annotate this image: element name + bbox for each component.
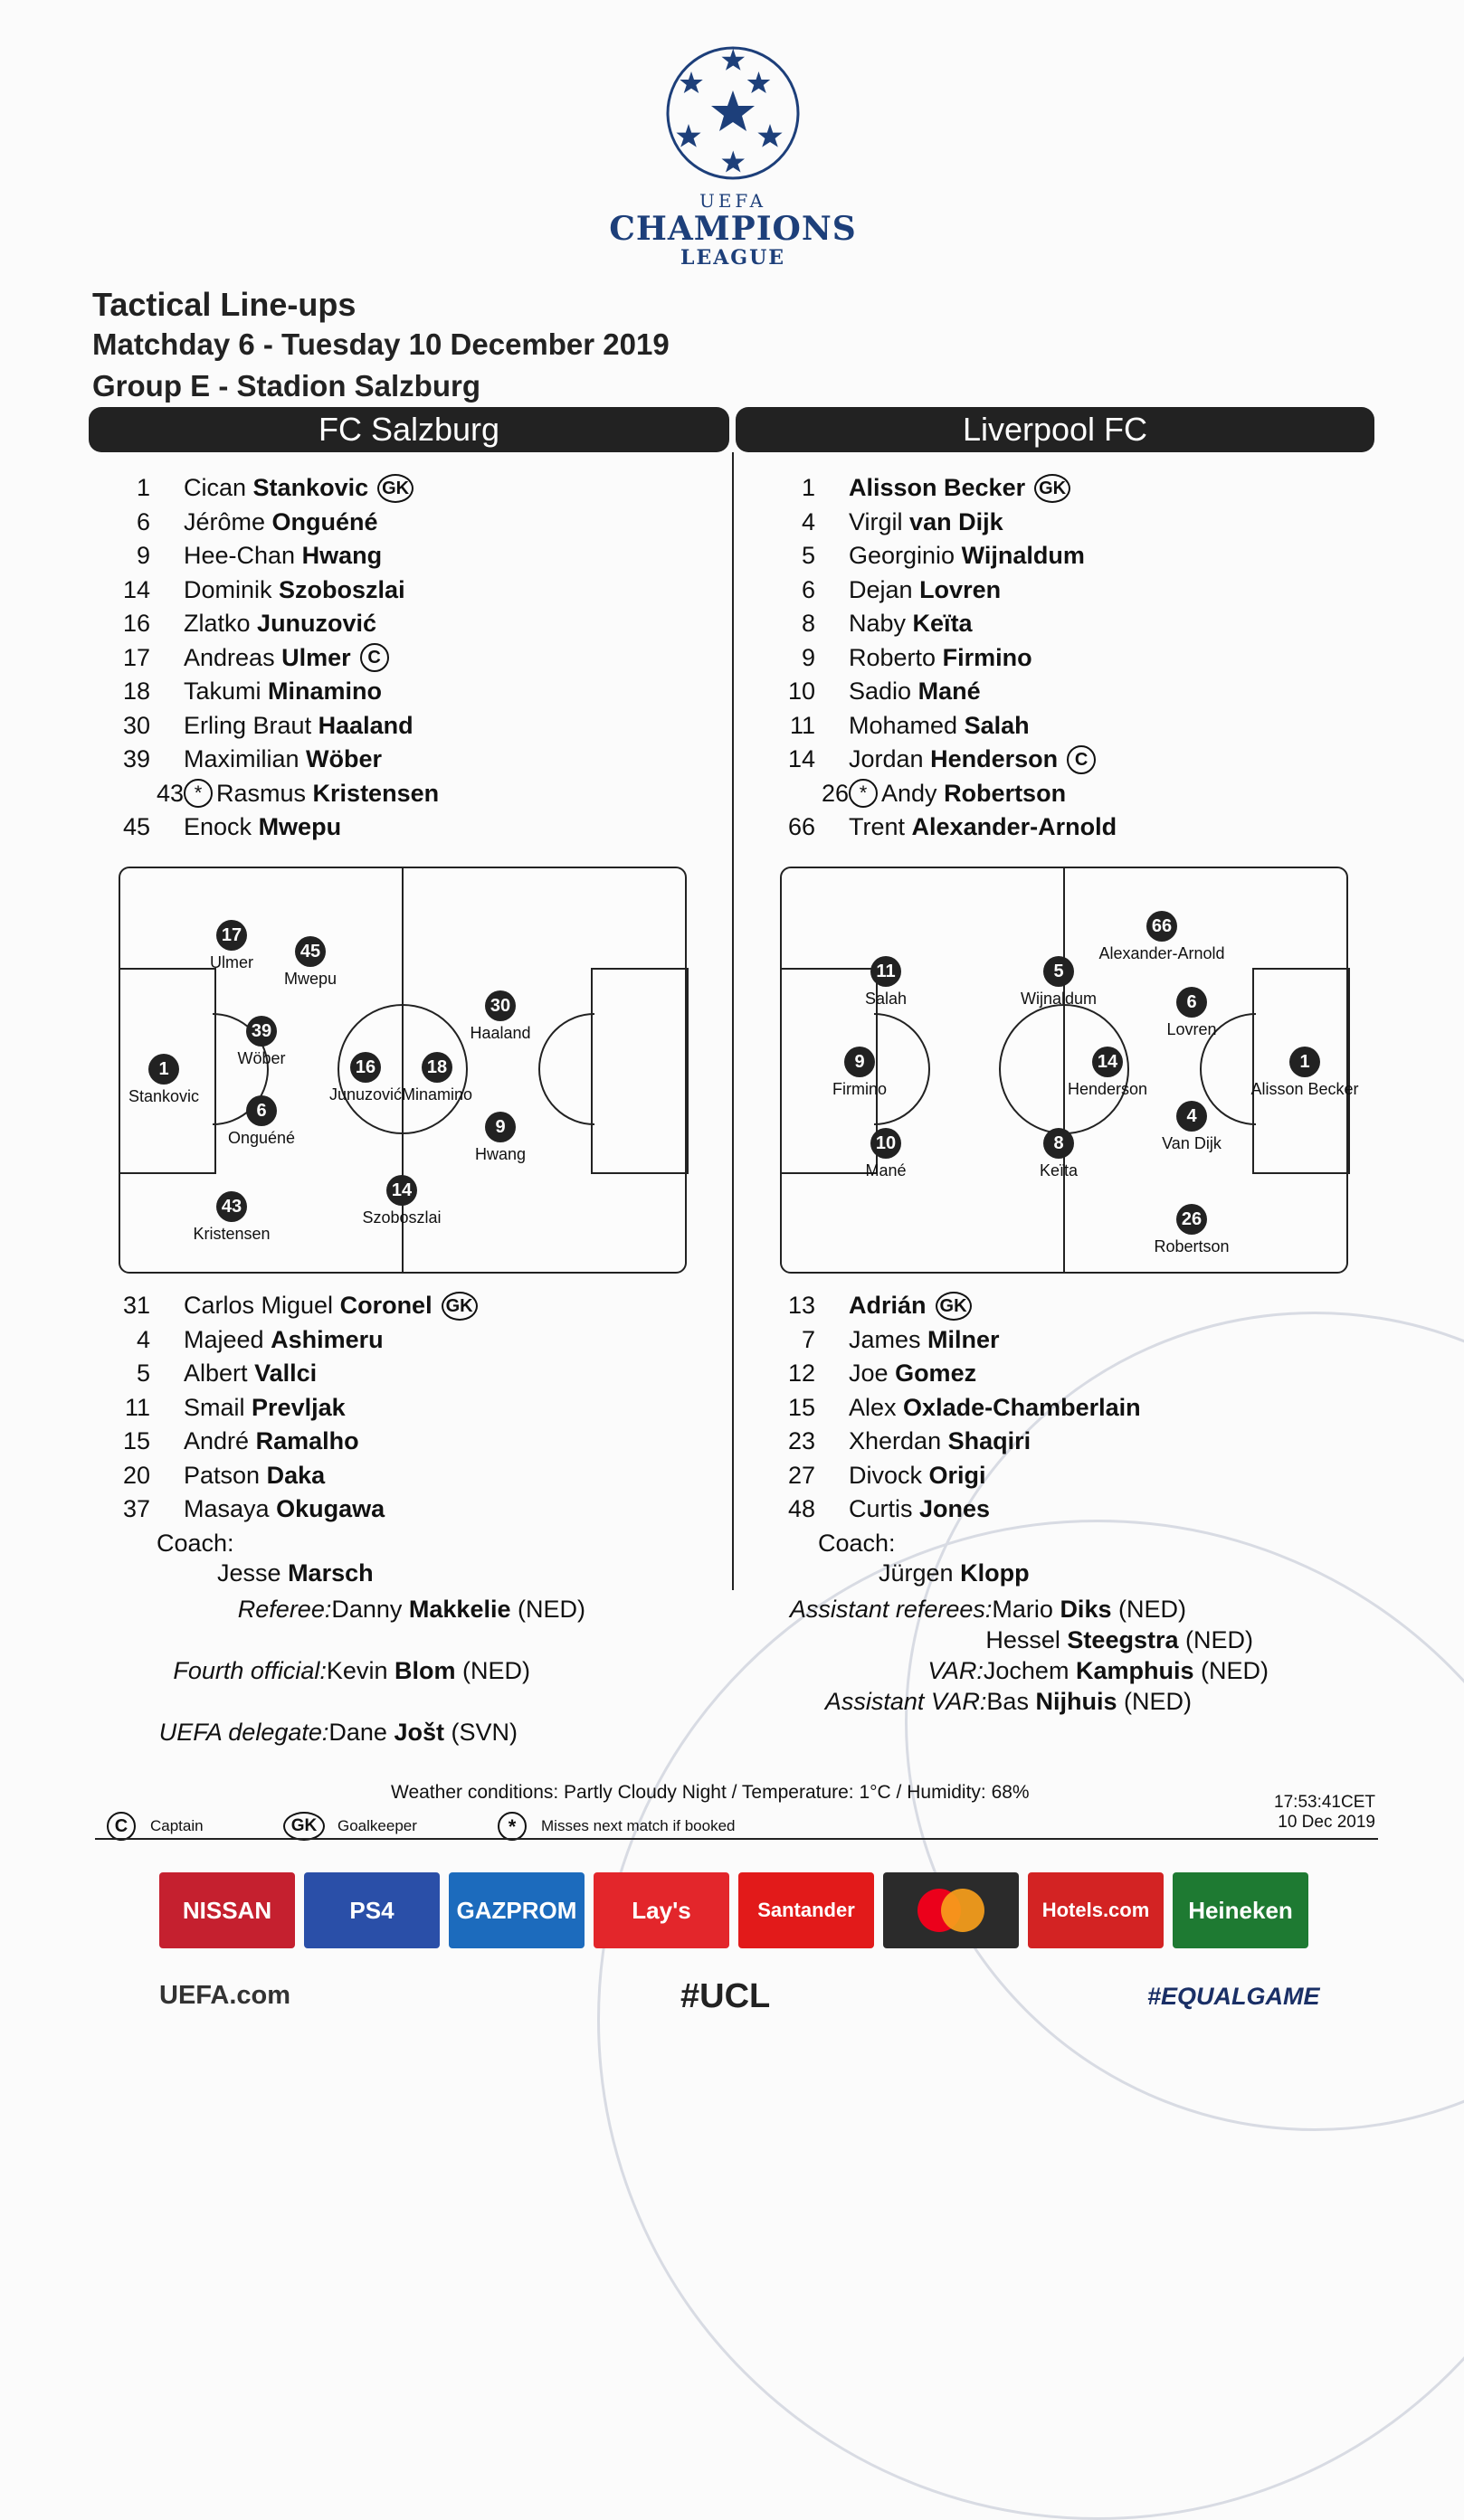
sponsor-logo: NISSAN — [159, 1872, 295, 1948]
player-name — [184, 745, 382, 773]
shirt-number: 27 — [787, 1461, 815, 1489]
home-starters-row — [95, 641, 439, 676]
away-starters-row — [760, 777, 1117, 811]
player-name — [184, 1495, 385, 1523]
player-last-name: Alexander-Arnold — [911, 813, 1117, 841]
player-name — [849, 1292, 927, 1320]
pitch-player-label: Salah — [864, 990, 908, 1008]
away-coach-label: Coach: — [818, 1530, 896, 1557]
player-name — [849, 745, 1058, 773]
player-first-name: Carlos Miguel — [184, 1292, 334, 1320]
away-subs-row — [760, 1492, 1141, 1527]
shirt-number: 17 — [122, 643, 150, 671]
pitch-player-label: Ulmer — [210, 953, 253, 971]
player-name — [849, 610, 973, 638]
logo-league: LEAGUE — [680, 246, 786, 270]
pitch-player-label: Onguéné — [227, 1129, 296, 1147]
player-last-name: Hwang — [301, 542, 383, 570]
player-name — [849, 542, 1085, 570]
away-subs-row — [760, 1391, 1141, 1426]
home-starters-row — [95, 709, 439, 744]
pitch-player-label: Lovren — [1166, 1020, 1217, 1038]
pitch-player-label: Stankovic — [128, 1087, 200, 1105]
pitch-player-label: Wöber — [237, 1049, 286, 1067]
player-last-name: Ashimeru — [271, 1325, 384, 1353]
away-coach-name: Jürgen Klopp — [879, 1559, 1030, 1587]
pitch-player-number: 30 — [485, 990, 516, 1021]
pitch-player-number: 1 — [1289, 1047, 1320, 1077]
player-last-name: Junuzović — [257, 610, 377, 638]
sponsor-logo: PS4 — [304, 1872, 440, 1948]
player-first-name: Jordan — [849, 745, 924, 773]
player-name — [849, 677, 981, 706]
player-first-name: Takumi — [184, 677, 261, 706]
shirt-number: 23 — [787, 1427, 815, 1455]
sponsor-logo: Lay's — [594, 1872, 729, 1948]
away-starters-row — [760, 675, 1117, 709]
player-name — [849, 644, 1032, 672]
away-formation-pitch — [780, 867, 1359, 1274]
home-starters-row — [95, 471, 439, 506]
shirt-number: 18 — [122, 677, 150, 706]
pitch-player-number: 16 — [350, 1052, 381, 1083]
player-first-name: Virgil — [849, 507, 903, 535]
home-subs-row — [95, 1425, 478, 1459]
player-first-name: Divock — [849, 1461, 923, 1489]
legend-suspension: * Misses next match if booked — [498, 1812, 735, 1841]
player-last-name: Alisson Becker — [849, 474, 1026, 502]
shirt-number: 5 — [136, 1359, 150, 1388]
sponsor-logo: Heineken — [1173, 1872, 1308, 1948]
player-last-name: Ulmer — [281, 643, 351, 671]
player-name — [184, 644, 351, 672]
player-last-name: Gomez — [895, 1359, 977, 1388]
player-last-name: Mané — [917, 677, 981, 706]
hashtag-ucl: #UCL — [680, 1977, 771, 2015]
player-first-name: Jérôme — [184, 507, 266, 535]
player-last-name: Coronel — [339, 1292, 433, 1320]
player-last-name: Daka — [266, 1461, 326, 1489]
uefa-delegate: UEFA delegate:Dane Jošt (SVN) — [158, 1719, 518, 1746]
player-first-name: Roberto — [849, 643, 936, 671]
shirt-number: 30 — [122, 711, 150, 739]
shirt-number: 43 — [156, 779, 184, 807]
pitch-player-label: Mané — [865, 1161, 907, 1179]
legend-goalkeeper: GK Goalkeeper — [283, 1812, 417, 1841]
player-name — [184, 542, 382, 570]
player-first-name: Andreas — [184, 643, 275, 671]
player-first-name: Trent — [849, 813, 906, 841]
home-team-bar: FC Salzburg — [89, 407, 729, 452]
sponsor-logo: Hotels.com — [1028, 1872, 1164, 1948]
player-last-name: Prevljak — [252, 1393, 346, 1421]
away-subs-row — [760, 1357, 1141, 1391]
player-first-name: Joe — [849, 1359, 889, 1388]
weather-conditions: Weather conditions: Partly Cloudy Night / Temperature: 1°C / Humidity: 68% — [391, 1782, 1030, 1803]
shirt-number: 13 — [787, 1292, 815, 1320]
away-starters-row — [760, 539, 1117, 573]
fourth-official: Fourth official:Kevin Blom (NED) — [173, 1657, 530, 1684]
shirt-number: 5 — [801, 542, 815, 570]
player-name — [184, 712, 414, 740]
sponsor-logo: GAZPROM — [449, 1872, 585, 1948]
player-last-name: Szoboszlai — [279, 575, 405, 603]
pitch-player-label: Robertson — [1154, 1237, 1230, 1255]
player-first-name: Smail — [184, 1393, 245, 1421]
captain-badge-icon: C — [107, 1812, 136, 1841]
player-last-name: Minamino — [268, 677, 383, 706]
player-name — [849, 1394, 1141, 1422]
pitch-player-label: Mwepu — [283, 970, 337, 988]
player-first-name: James — [849, 1325, 921, 1353]
player-first-name: Georginio — [849, 542, 955, 570]
away-starters-row — [760, 506, 1117, 540]
player-last-name: Salah — [964, 711, 1030, 739]
player-first-name: Curtis — [849, 1495, 913, 1523]
away-subs-row — [760, 1425, 1141, 1459]
away-starters-row — [760, 641, 1117, 676]
hashtag-equal-game: #EQUALGAME — [1147, 1983, 1320, 2010]
pitch-player-label: Alexander-Arnold — [1098, 944, 1225, 962]
pitch-player-number: 14 — [386, 1175, 417, 1206]
pitch-player-label: Van Dijk — [1162, 1134, 1222, 1152]
shirt-number: 11 — [789, 711, 815, 739]
away-starters-row — [760, 607, 1117, 641]
shirt-number: 11 — [124, 1393, 150, 1421]
goalkeeper-badge-icon: GK — [1034, 474, 1070, 503]
player-name — [216, 780, 439, 808]
player-first-name: Enock — [184, 813, 252, 841]
away-starters-row — [760, 810, 1117, 845]
player-first-name: Andy — [881, 779, 937, 807]
home-coach-label: Coach: — [157, 1530, 234, 1557]
shirt-number: 14 — [122, 575, 150, 603]
player-name — [849, 576, 1001, 604]
pitch-player-label: Firmino — [832, 1080, 887, 1098]
shirt-number: 39 — [122, 745, 150, 773]
home-substitutes-list — [95, 1289, 478, 1527]
captain-badge-icon: C — [360, 643, 389, 672]
booking-warning-icon: * — [184, 779, 213, 808]
player-name — [184, 1359, 317, 1388]
referee: Referee:Danny Makkelie (NED) — [237, 1596, 585, 1623]
player-name — [184, 1462, 325, 1490]
player-name — [184, 508, 378, 536]
player-last-name: Oxlade-Chamberlain — [903, 1393, 1141, 1421]
pitch-player-number: 14 — [1092, 1047, 1123, 1077]
captain-badge-icon: C — [1067, 745, 1096, 774]
player-name — [184, 1326, 384, 1354]
away-subs-row — [760, 1289, 1141, 1323]
player-first-name: Naby — [849, 610, 907, 638]
booking-warning-icon: * — [849, 779, 878, 808]
player-last-name: Mwepu — [258, 813, 342, 841]
logo-uefa: UEFA — [699, 190, 767, 212]
player-last-name: Keïta — [912, 610, 973, 638]
player-name — [184, 610, 376, 638]
pitch-player-number: 9 — [844, 1047, 875, 1077]
player-last-name: Firmino — [942, 643, 1032, 671]
shirt-number: 45 — [122, 813, 150, 841]
player-last-name: Shaqiri — [947, 1427, 1031, 1455]
player-first-name: Sadio — [849, 677, 912, 706]
shirt-number: 37 — [122, 1495, 150, 1523]
pitch-player-label: Hwang — [474, 1145, 527, 1163]
goalkeeper-badge-icon: GK — [283, 1812, 325, 1841]
assistant-referee-2: Hessel Steegstra (NED) — [985, 1626, 1253, 1653]
pitch-player-number: 6 — [246, 1095, 277, 1126]
assistant-referee-1: Assistant referees:Mario Diks (NED) — [789, 1596, 1186, 1623]
page-title: Tactical Line-ups — [92, 286, 356, 323]
booking-warning-icon: * — [498, 1812, 527, 1841]
logo-champions: CHAMPIONS — [609, 210, 857, 248]
pitch-player-number: 43 — [216, 1191, 247, 1222]
matchday-line: Matchday 6 - Tuesday 10 December 2019 — [92, 327, 670, 361]
shirt-number: 6 — [801, 575, 815, 603]
home-subs-row — [95, 1391, 478, 1426]
pitch-player-label: Kristensen — [193, 1225, 271, 1243]
shirt-number: 15 — [787, 1393, 815, 1421]
player-last-name: Milner — [927, 1325, 1000, 1353]
player-last-name: Origi — [928, 1461, 986, 1489]
player-last-name: Onguéné — [271, 507, 378, 535]
sponsor-logo: Santander — [738, 1872, 874, 1948]
pitch-player-number: 6 — [1176, 987, 1207, 1018]
player-name — [184, 1427, 359, 1455]
player-last-name: Ramalho — [255, 1427, 359, 1455]
home-starters-list — [95, 471, 439, 845]
player-name — [849, 1359, 976, 1388]
home-subs-row — [95, 1357, 478, 1391]
footer-rule — [95, 1838, 1378, 1840]
player-last-name: Jones — [919, 1495, 991, 1523]
away-subs-row — [760, 1459, 1141, 1493]
shirt-number: 48 — [787, 1495, 815, 1523]
pitch-player-label: Haaland — [470, 1024, 531, 1042]
pitch-player-number: 8 — [1043, 1128, 1074, 1159]
player-first-name: Dejan — [849, 575, 913, 603]
pitch-player-number: 4 — [1176, 1101, 1207, 1132]
goalkeeper-badge-icon: GK — [377, 474, 414, 503]
away-substitutes-list — [760, 1289, 1141, 1527]
player-name — [184, 1292, 433, 1320]
team-divider — [732, 452, 734, 1590]
away-team-bar: Liverpool FC — [736, 407, 1374, 452]
player-first-name: Erling Braut — [184, 711, 312, 739]
player-name — [184, 576, 405, 604]
home-starters-row — [95, 539, 439, 573]
player-name — [184, 813, 341, 841]
player-last-name: Adrián — [849, 1292, 927, 1320]
shirt-number: 15 — [122, 1427, 150, 1455]
shirt-number: 14 — [787, 745, 815, 773]
champions-league-wordmark — [579, 190, 887, 270]
player-first-name: Cican — [184, 474, 247, 502]
home-starters-row — [95, 506, 439, 540]
pitch-player-number: 10 — [870, 1128, 901, 1159]
champions-league-starball-icon — [665, 45, 801, 181]
player-name — [849, 813, 1117, 841]
home-coach-name: Jesse Marsch — [217, 1559, 374, 1587]
shirt-number: 9 — [136, 542, 150, 570]
pitch-player-label: Junuzović — [328, 1085, 403, 1104]
player-first-name: Xherdan — [849, 1427, 942, 1455]
player-name — [849, 1326, 1000, 1354]
player-last-name: Wijnaldum — [961, 542, 1085, 570]
shirt-number: 20 — [122, 1461, 150, 1489]
goalkeeper-badge-icon: GK — [442, 1292, 478, 1321]
home-subs-row — [95, 1289, 478, 1323]
away-starters-row — [760, 709, 1117, 744]
home-starters-row — [95, 777, 439, 811]
timestamp — [1274, 1793, 1375, 1833]
player-first-name: Maximilian — [184, 745, 299, 773]
pitch-player-number: 9 — [485, 1112, 516, 1142]
home-subs-row — [95, 1492, 478, 1527]
player-first-name: Majeed — [184, 1325, 264, 1353]
player-first-name: Albert — [184, 1359, 248, 1388]
player-last-name: Kristensen — [312, 779, 440, 807]
pitch-player-label: Wijnaldum — [1020, 990, 1098, 1008]
pitch-player-label: Keïta — [1039, 1161, 1079, 1179]
shirt-number: 66 — [787, 813, 815, 841]
player-first-name: André — [184, 1427, 250, 1455]
shirt-number: 16 — [122, 610, 150, 638]
player-first-name: Hee-Chan — [184, 542, 296, 570]
player-name — [849, 1427, 1031, 1455]
pitch-player-number: 45 — [295, 936, 326, 967]
home-starters-row — [95, 573, 439, 608]
player-first-name: Mohamed — [849, 711, 958, 739]
player-name — [184, 1394, 346, 1422]
pitch-player-label: Szoboszlai — [362, 1208, 442, 1227]
player-last-name: Robertson — [944, 779, 1067, 807]
away-subs-row — [760, 1323, 1141, 1358]
away-starters-list — [760, 471, 1117, 845]
pitch-player-label: Henderson — [1067, 1080, 1148, 1098]
home-starters-row — [95, 675, 439, 709]
pitch-player-number: 17 — [216, 920, 247, 951]
timestamp-time: 17:53:41CET — [1274, 1793, 1375, 1812]
pitch-player-label: Alisson Becker — [1250, 1080, 1359, 1098]
shirt-number: 1 — [801, 474, 815, 502]
home-starters-row — [95, 810, 439, 845]
player-last-name: Henderson — [930, 745, 1059, 773]
player-first-name: Rasmus — [216, 779, 307, 807]
goalkeeper-badge-icon: GK — [936, 1292, 972, 1321]
pitch-player-number: 26 — [1176, 1204, 1207, 1235]
player-first-name: Zlatko — [184, 610, 251, 638]
away-starters-row — [760, 743, 1117, 777]
home-formation-pitch — [119, 867, 687, 1274]
player-last-name: Stankovic — [252, 474, 369, 502]
pitch-player-number: 11 — [870, 956, 901, 987]
legend-captain: C Captain — [107, 1812, 204, 1841]
uefa-site: UEFA.com — [159, 1981, 291, 2010]
player-last-name: Haaland — [318, 711, 414, 739]
pitch-player-number: 39 — [246, 1016, 277, 1047]
player-first-name: Dominik — [184, 575, 272, 603]
player-name — [849, 1495, 990, 1523]
player-first-name: Patson — [184, 1461, 261, 1489]
home-subs-row — [95, 1459, 478, 1493]
pitch-player-number: 18 — [422, 1052, 452, 1083]
player-last-name: Okugawa — [276, 1495, 385, 1523]
pitch-player-number: 66 — [1146, 911, 1177, 942]
shirt-number: 9 — [801, 643, 815, 671]
player-last-name: Vallci — [254, 1359, 318, 1388]
player-name — [849, 1462, 986, 1490]
timestamp-date: 10 Dec 2019 — [1278, 1813, 1375, 1832]
home-starters-row — [95, 743, 439, 777]
player-last-name: Lovren — [919, 575, 1002, 603]
shirt-number: 10 — [787, 677, 815, 706]
player-name — [849, 712, 1030, 740]
shirt-number: 26 — [821, 779, 849, 807]
pitch-player-label: Minamino — [401, 1085, 473, 1104]
pitch-player-number: 1 — [148, 1054, 179, 1085]
mastercard-logo-icon — [883, 1872, 1019, 1948]
player-last-name: Wöber — [306, 745, 383, 773]
player-last-name: van Dijk — [909, 507, 1003, 535]
shirt-number: 12 — [787, 1359, 815, 1388]
pitch-player-number: 5 — [1043, 956, 1074, 987]
player-first-name: Alex — [849, 1393, 897, 1421]
shirt-number: 7 — [801, 1325, 815, 1353]
player-name — [184, 677, 382, 706]
away-starters-row — [760, 471, 1117, 506]
shirt-number: 4 — [136, 1325, 150, 1353]
player-name — [881, 780, 1066, 808]
player-name — [849, 508, 1003, 536]
shirt-number: 6 — [136, 507, 150, 535]
away-starters-row — [760, 573, 1117, 608]
var-official: VAR:Jochem Kamphuis (NED) — [927, 1657, 1269, 1684]
player-first-name: Masaya — [184, 1495, 270, 1523]
shirt-number: 1 — [136, 474, 150, 502]
shirt-number: 8 — [801, 610, 815, 638]
home-subs-row — [95, 1323, 478, 1358]
shirt-number: 31 — [122, 1292, 150, 1320]
player-name — [184, 474, 368, 502]
group-venue-line: Group E - Stadion Salzburg — [92, 369, 480, 403]
player-name — [849, 474, 1025, 502]
assistant-var-official: Assistant VAR:Bas Nijhuis (NED) — [824, 1688, 1192, 1715]
shirt-number: 4 — [801, 507, 815, 535]
home-starters-row — [95, 607, 439, 641]
